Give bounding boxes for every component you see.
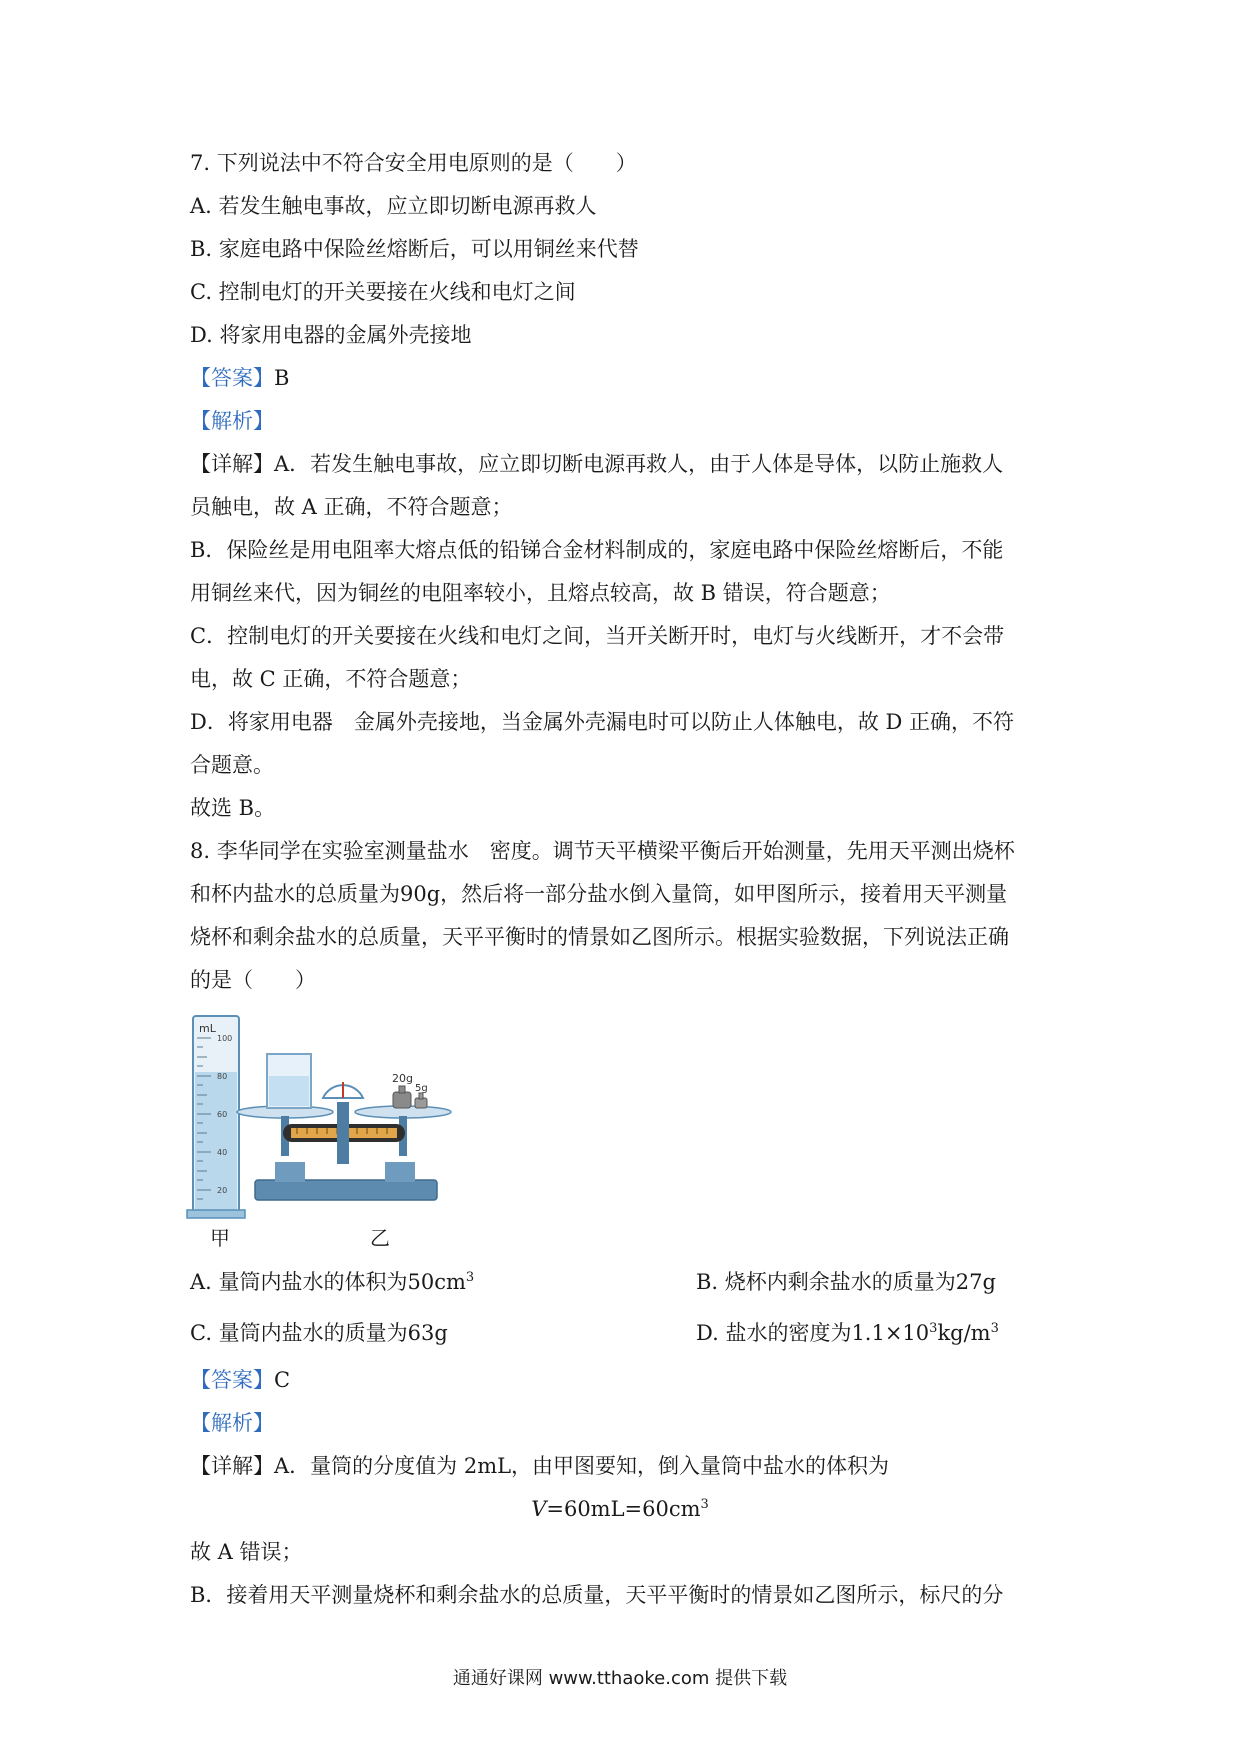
formula-variable: V [531,1497,547,1521]
q7-detail-line-1 [190,449,1003,479]
page-footer: 通通好课网 www.tthaoke.com 提供下载 [452,1668,788,1689]
q7-answer [190,363,289,393]
q8-formula [0,1494,1240,1524]
q7-option-d: D. 将家用电器的金属外壳接地 [190,323,472,347]
q8-option-d [696,1318,999,1348]
option-d-unit: kg/m [937,1321,991,1345]
option-d-sup-2: 3 [990,1321,999,1336]
q8-option-a [190,1267,474,1297]
q8-conclusion-a: 故 A 错误； [190,1540,303,1564]
answer-value: C [274,1368,291,1392]
detail-tag: 【详解】 [190,452,274,476]
balance-scale [237,1054,451,1200]
q7-option-b: B. 家庭电路中保险丝熔断后，可以用铜丝来代替 [190,237,639,261]
q7-stem: 7. 下列说法中不符合安全用电原则的是（ ） [190,151,637,175]
formula-sup: 3 [700,1497,709,1512]
q8-option-b: B. 烧杯内剩余盐水的质量为27g [696,1270,996,1294]
q8-answer [190,1365,290,1395]
q7-detail-line-2: 员触电，故 A 正确，不符合题意； [190,495,513,519]
q7-detail-line-7: D．将家用电器 金属外壳接地，当金属外壳漏电时可以防止人体触电，故 D 正确，不符 [190,710,1015,734]
option-a-text: A. 量筒内盐水的体积为50cm [190,1270,466,1294]
detail-text: A．量筒的分度值为 2mL，由甲图要知，倒入量筒中盐水的体积为 [274,1454,890,1478]
answer-tag: 【答案】 [190,1368,274,1392]
detail-text: A．若发生触电事故，应立即切断电源再救人，由于人体是导体，以防止施救人 [274,452,1004,476]
tick-label: 40 [217,1148,228,1157]
q7-detail-line-4: 用铜丝来代，因为铜丝的电阻率较小，且熔点较高，故 B 错误，符合题意； [190,581,891,605]
detail-tag: 【详解】 [190,1454,274,1478]
analysis-tag: 【解析】 [190,1411,274,1435]
tick-label: 20 [217,1186,228,1195]
figure-label-jia: 甲 [210,1226,230,1250]
q8-detail-a [190,1451,889,1481]
figure-label-yi: 乙 [370,1226,390,1250]
q7-detail-line-3: B．保险丝是用电阻率大熔点低的铅锑合金材料制成的，家庭电路中保险丝熔断后，不能 [190,538,1004,562]
weight-5g-label: 5g [415,1083,428,1094]
q7-conclusion: 故选 B。 [190,796,276,820]
option-a-sup: 3 [465,1270,475,1285]
tick-label: 80 [217,1072,228,1081]
graduated-cylinder [187,1016,245,1218]
q7-analysis-tag [190,406,274,436]
q8-stem-line-2: 和杯内盐水的总质量为90g，然后将一部分盐水倒入量筒，如甲图所示，接着用天平测量 [190,882,1008,906]
q7-option-c: C. 控制电灯的开关要接在火线和电灯之间 [190,280,576,304]
q8-detail-b: B．接着用天平测量烧杯和剩余盐水的总质量，天平平衡时的情景如乙图所示，标尺的分 [190,1583,1004,1607]
q7-detail-line-5: C．控制电灯的开关要接在火线和电灯之间，当开关断开时，电灯与火线断开，才不会带 [190,624,1005,648]
q7-option-a: A. 若发生触电事故，应立即切断电源再救人 [190,194,597,218]
q8-stem-line-3: 烧杯和剩余盐水的总质量，天平平衡时的情景如乙图所示。根据实验数据，下列说法正确 [190,925,1009,949]
q7-detail-line-8: 合题意。 [190,753,274,777]
answer-value: B [274,366,290,390]
tick-label: 60 [217,1110,228,1119]
tick-label: 100 [217,1034,233,1043]
formula-value: =60mL=60cm [546,1497,701,1521]
q7-detail-line-6: 电，故 C 正确，不符合题意； [190,667,472,691]
weight-20g-label: 20g [392,1072,413,1085]
experiment-figure [185,1012,505,1242]
analysis-tag: 【解析】 [190,409,274,433]
option-d-text: D. 盐水的密度为1.1×10 [696,1321,930,1345]
q8-analysis-tag [190,1408,274,1438]
cylinder-unit: mL [199,1022,216,1035]
option-d-sup-1: 3 [929,1321,938,1336]
answer-tag: 【答案】 [190,366,274,390]
q8-stem-line-4: 的是（ ） [190,968,316,992]
q8-option-c: C. 量筒内盐水的质量为63g [190,1321,448,1345]
q8-stem-line-1: 8. 李华同学在实验室测量盐水 密度。调节天平横梁平衡后开始测量，先用天平测出烧杯 [190,839,1015,863]
